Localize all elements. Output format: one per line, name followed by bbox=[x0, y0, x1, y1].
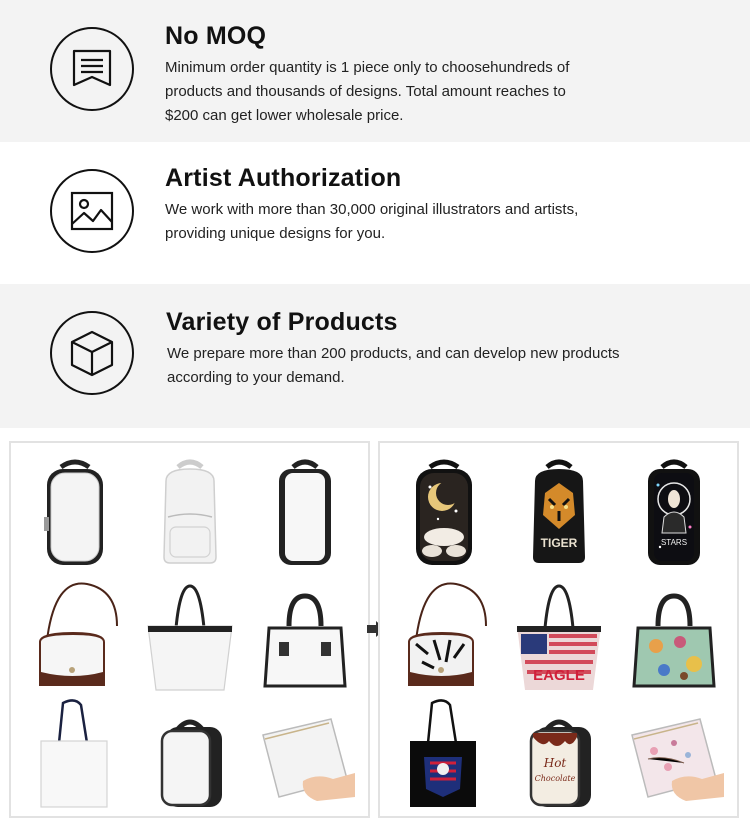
picture-icon bbox=[50, 169, 134, 253]
feature-title: Variety of Products bbox=[166, 308, 398, 336]
product-printed-tote-handbag-eagle bbox=[501, 574, 616, 697]
product-printed-tote-bag-eagle bbox=[386, 697, 501, 808]
product-printed-backpack-moon bbox=[386, 451, 501, 574]
product-blank-handbag bbox=[247, 574, 362, 697]
feature-artist-authorization bbox=[0, 142, 750, 284]
product-blank-wallet bbox=[247, 697, 362, 808]
product-blank-backpack bbox=[247, 451, 362, 574]
tiger-print-text: TIGER bbox=[540, 535, 577, 550]
product-blank-tote-bag bbox=[17, 697, 132, 808]
box-icon bbox=[50, 311, 134, 395]
product-printed-crossbody-bag bbox=[386, 574, 501, 697]
product-blank-backpack bbox=[17, 451, 132, 574]
feature-title: Artist Authorization bbox=[165, 164, 402, 192]
product-blank-tote-handbag bbox=[132, 574, 247, 697]
stars-print-text: STARS bbox=[660, 537, 687, 547]
feature-title: No MOQ bbox=[165, 22, 267, 50]
printed-products-panel bbox=[378, 441, 739, 818]
product-blank-lunch-bag bbox=[132, 697, 247, 808]
product-printed-backpack-tiger bbox=[501, 451, 616, 574]
feature-description: Minimum order quantity is 1 piece only to choosehundreds of products and thousands of designs. Total amount reaches to $200 can get lower wholesale price. bbox=[165, 59, 570, 124]
feature-no-moq bbox=[0, 0, 750, 142]
product-printed-wallet bbox=[616, 697, 731, 808]
feature-description: We prepare more than 200 products, and can develop new products according to your demand. bbox=[167, 345, 620, 386]
product-blank-crossbody-bag bbox=[17, 574, 132, 697]
product-blank-backpack bbox=[132, 451, 247, 574]
product-printed-lunch-bag bbox=[501, 697, 616, 808]
blank-products-panel bbox=[9, 441, 370, 818]
product-printed-backpack-stars bbox=[616, 451, 731, 574]
order-form-icon bbox=[50, 27, 134, 111]
chocolate-print-text: Chocolate bbox=[534, 773, 575, 783]
product-printed-handbag-floral bbox=[616, 574, 731, 697]
feature-description: We work with more than 30,000 original illustrators and artists, providing unique designs for you. bbox=[165, 201, 579, 242]
feature-variety-of-products bbox=[0, 284, 750, 428]
eagle-print-text: EAGLE bbox=[532, 666, 585, 684]
hot-print-text: Hot bbox=[543, 755, 566, 770]
